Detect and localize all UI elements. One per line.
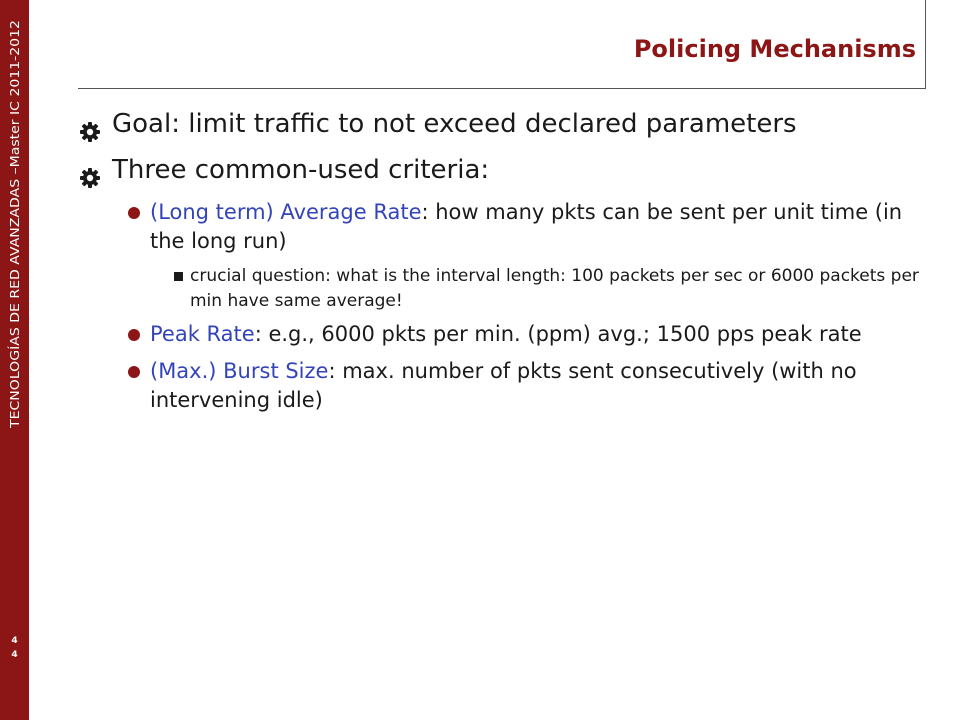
average-rate-text: : how many pkts can be sent per unit time (in the long run) bbox=[150, 200, 903, 253]
burst-size-text: : max. number of pkts sent consecutively (with no intervening idle) bbox=[150, 359, 857, 412]
sidebar-caption-wrapper bbox=[0, 10, 29, 430]
square-bullet-icon bbox=[174, 272, 183, 281]
peak-rate-text: : e.g., 6000 pkts per min. (ppm) avg.; 1500 pps peak rate bbox=[254, 322, 862, 346]
bullet-criteria bbox=[80, 152, 920, 188]
interval-note-text: crucial question: what is the interval length: 100 packets per sec or 6000 packets per min have same average! bbox=[190, 266, 919, 311]
burst-size-term: (Max.) Burst Size bbox=[150, 359, 329, 383]
bullet-goal-text: Goal: limit traffic to not exceed declared parameters bbox=[112, 109, 797, 139]
page-number bbox=[0, 634, 29, 662]
page-number-line-1: 4 bbox=[11, 636, 18, 646]
gear-bullet-icon bbox=[80, 116, 100, 136]
slide-title: Policing Mechanisms bbox=[633, 35, 916, 63]
sidebar-caption: TECNOLOGÍAS DE RED AVANZADAS –Master IC 2011-2012 bbox=[7, 64, 22, 428]
sidebar-caption-svg bbox=[0, 10, 29, 430]
title-divider-vertical bbox=[925, 0, 926, 89]
page-number-line-2: 4 bbox=[11, 650, 18, 660]
sidebar bbox=[0, 0, 29, 720]
bullet-criteria-text: Three common-used criteria: bbox=[112, 155, 490, 185]
dot-bullet-icon bbox=[128, 329, 140, 341]
title-divider-horizontal bbox=[78, 88, 926, 89]
bullet-peak-rate bbox=[80, 320, 920, 349]
dot-bullet-icon bbox=[128, 207, 140, 219]
average-rate-term: (Long term) Average Rate bbox=[150, 200, 422, 224]
bullet-interval-note bbox=[80, 264, 920, 314]
gear-bullet-icon bbox=[80, 162, 100, 182]
slide-content bbox=[80, 106, 920, 423]
bullet-goal bbox=[80, 106, 920, 142]
peak-rate-term: Peak Rate bbox=[150, 322, 255, 346]
bullet-average-rate bbox=[80, 198, 920, 256]
dot-bullet-icon bbox=[128, 366, 140, 378]
bullet-burst-size bbox=[80, 357, 920, 415]
